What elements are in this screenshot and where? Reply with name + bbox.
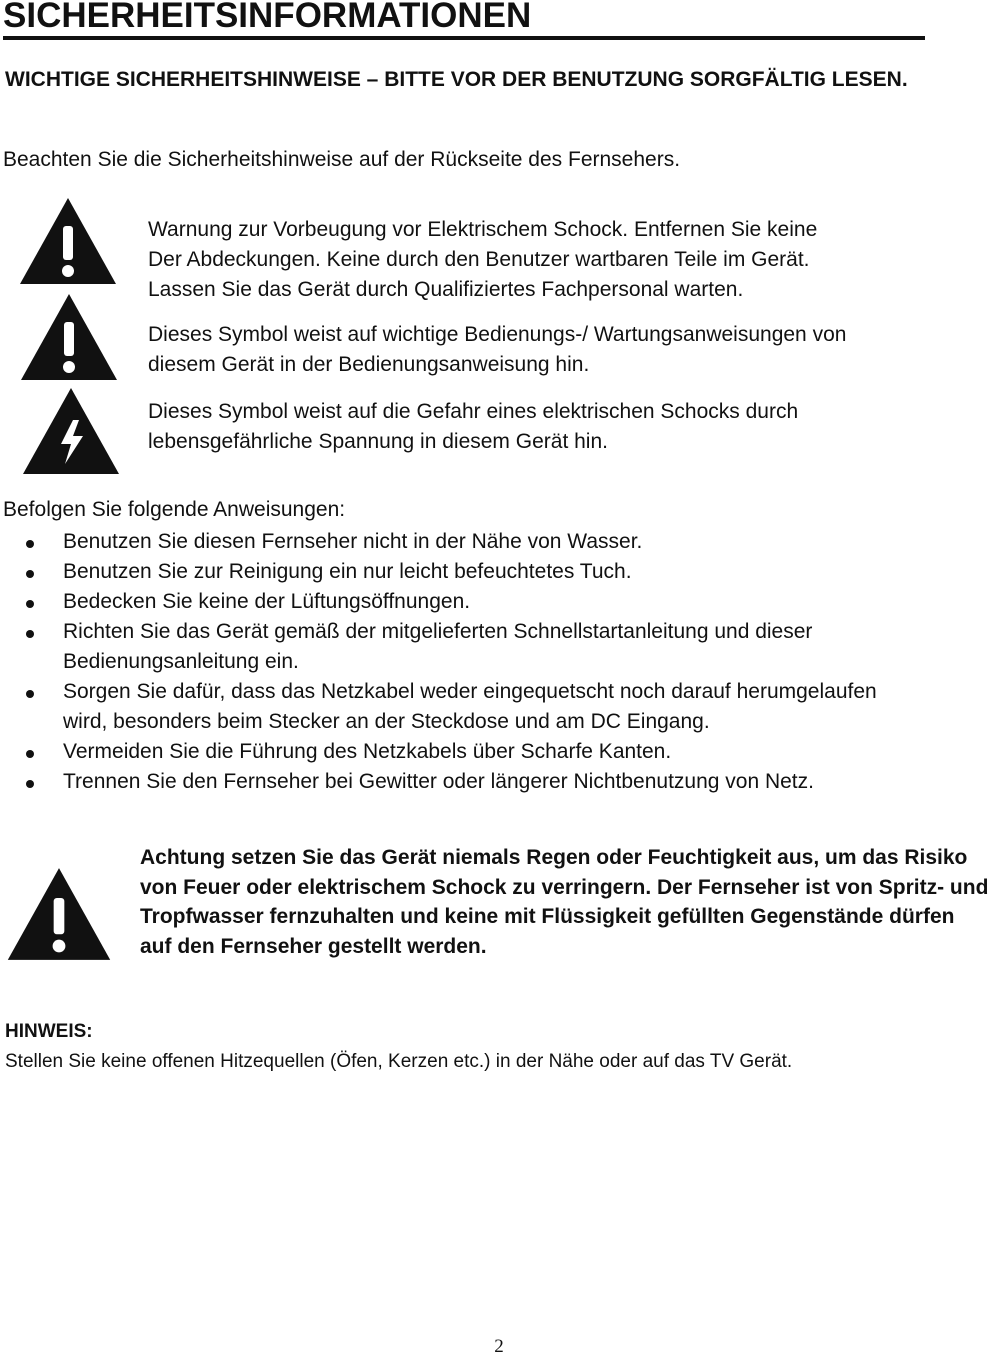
list-item: Richten Sie das Gerät gemäß der mitgelieferten Schnellstartanleitung und dieser Bedienungsanleitung ein.	[0, 617, 973, 677]
list-item: Vermeiden Sie die Führung des Netzkabels über Scharfe Kanten.	[0, 737, 990, 767]
bullet-icon	[26, 570, 34, 578]
exclamation-warning-icon	[4, 866, 114, 962]
symbol-3-line-1: Dieses Symbol weist auf die Gefahr eines elektrischen Schocks durch	[148, 400, 799, 423]
exclamation-warning-icon	[18, 292, 120, 382]
bullet-icon	[26, 750, 34, 758]
bullet-icon	[26, 690, 34, 698]
page-title: SICHERHEITSINFORMATIONEN	[3, 0, 925, 40]
symbol-1-line-2: Der Abdeckungen. Keine durch den Benutzer wartbaren Teile im Gerät.	[148, 248, 810, 271]
caution-text: Achtung setzen Sie das Gerät niemals Regen oder Feuchtigkeit aus, um das Risiko von Feuer oder elektrischem Schock zu verringern. Der Fernseher ist von Spritz- und Tropfwasser fernzuhalten und keine mit Flüssigkeit gefüllten Gegenstände dürfen auf den Fernseher gestellt werden.	[140, 846, 989, 958]
bullet-icon	[26, 600, 34, 608]
symbol-3-line-2: lebensgefährliche Spannung in diesem Gerät hin.	[148, 430, 608, 453]
section-subtitle: WICHTIGE SICHERHEITSHINWEISE – BITTE VOR DER BENUTZUNG SORGFÄLTIG LESEN.	[5, 68, 908, 91]
symbol-1-line-1: Warnung zur Vorbeugung vor Elektrischem Schock. Entfernen Sie keine	[148, 218, 818, 241]
list-item: Bedecken Sie keine der Lüftungsöffnungen.	[0, 587, 990, 617]
instructions-list	[0, 527, 990, 797]
intro-text: Beachten Sie die Sicherheitshinweise auf der Rückseite des Fernsehers.	[3, 148, 681, 171]
bullet-icon	[26, 540, 34, 548]
list-item: Trennen Sie den Fernseher bei Gewitter oder längerer Nichtbenutzung von Netz.	[0, 767, 990, 797]
list-item: Benutzen Sie zur Reinigung ein nur leicht befeuchtetes Tuch.	[0, 557, 990, 587]
page-number: 2	[494, 1336, 504, 1357]
instructions-heading: Befolgen Sie folgende Anweisungen:	[3, 498, 346, 521]
bullet-icon	[26, 630, 34, 638]
note-label: HINWEIS:	[5, 1021, 93, 1042]
list-item: Sorgen Sie dafür, dass das Netzkabel weder eingequetscht noch darauf herumgelaufen wird, besonders beim Stecker an der Steckdose und am DC Eingang.	[0, 677, 923, 737]
symbol-2-line-2: diesem Gerät in der Bedienungsanweisung hin.	[148, 353, 590, 376]
exclamation-warning-icon	[18, 196, 118, 286]
symbol-2-line-1: Dieses Symbol weist auf wichtige Bedienungs-/ Wartungsanweisungen von	[148, 323, 847, 346]
bullet-icon	[26, 780, 34, 788]
note-text: Stellen Sie keine offenen Hitzequellen (Öfen, Kerzen etc.) in der Nähe oder auf das TV Gerät.	[5, 1051, 793, 1072]
symbol-1-line-3: Lassen Sie das Gerät durch Qualifiziertes Fachpersonal warten.	[148, 278, 744, 301]
list-item: Benutzen Sie diesen Fernseher nicht in der Nähe von Wasser.	[0, 527, 990, 557]
lightning-warning-icon	[20, 386, 122, 476]
